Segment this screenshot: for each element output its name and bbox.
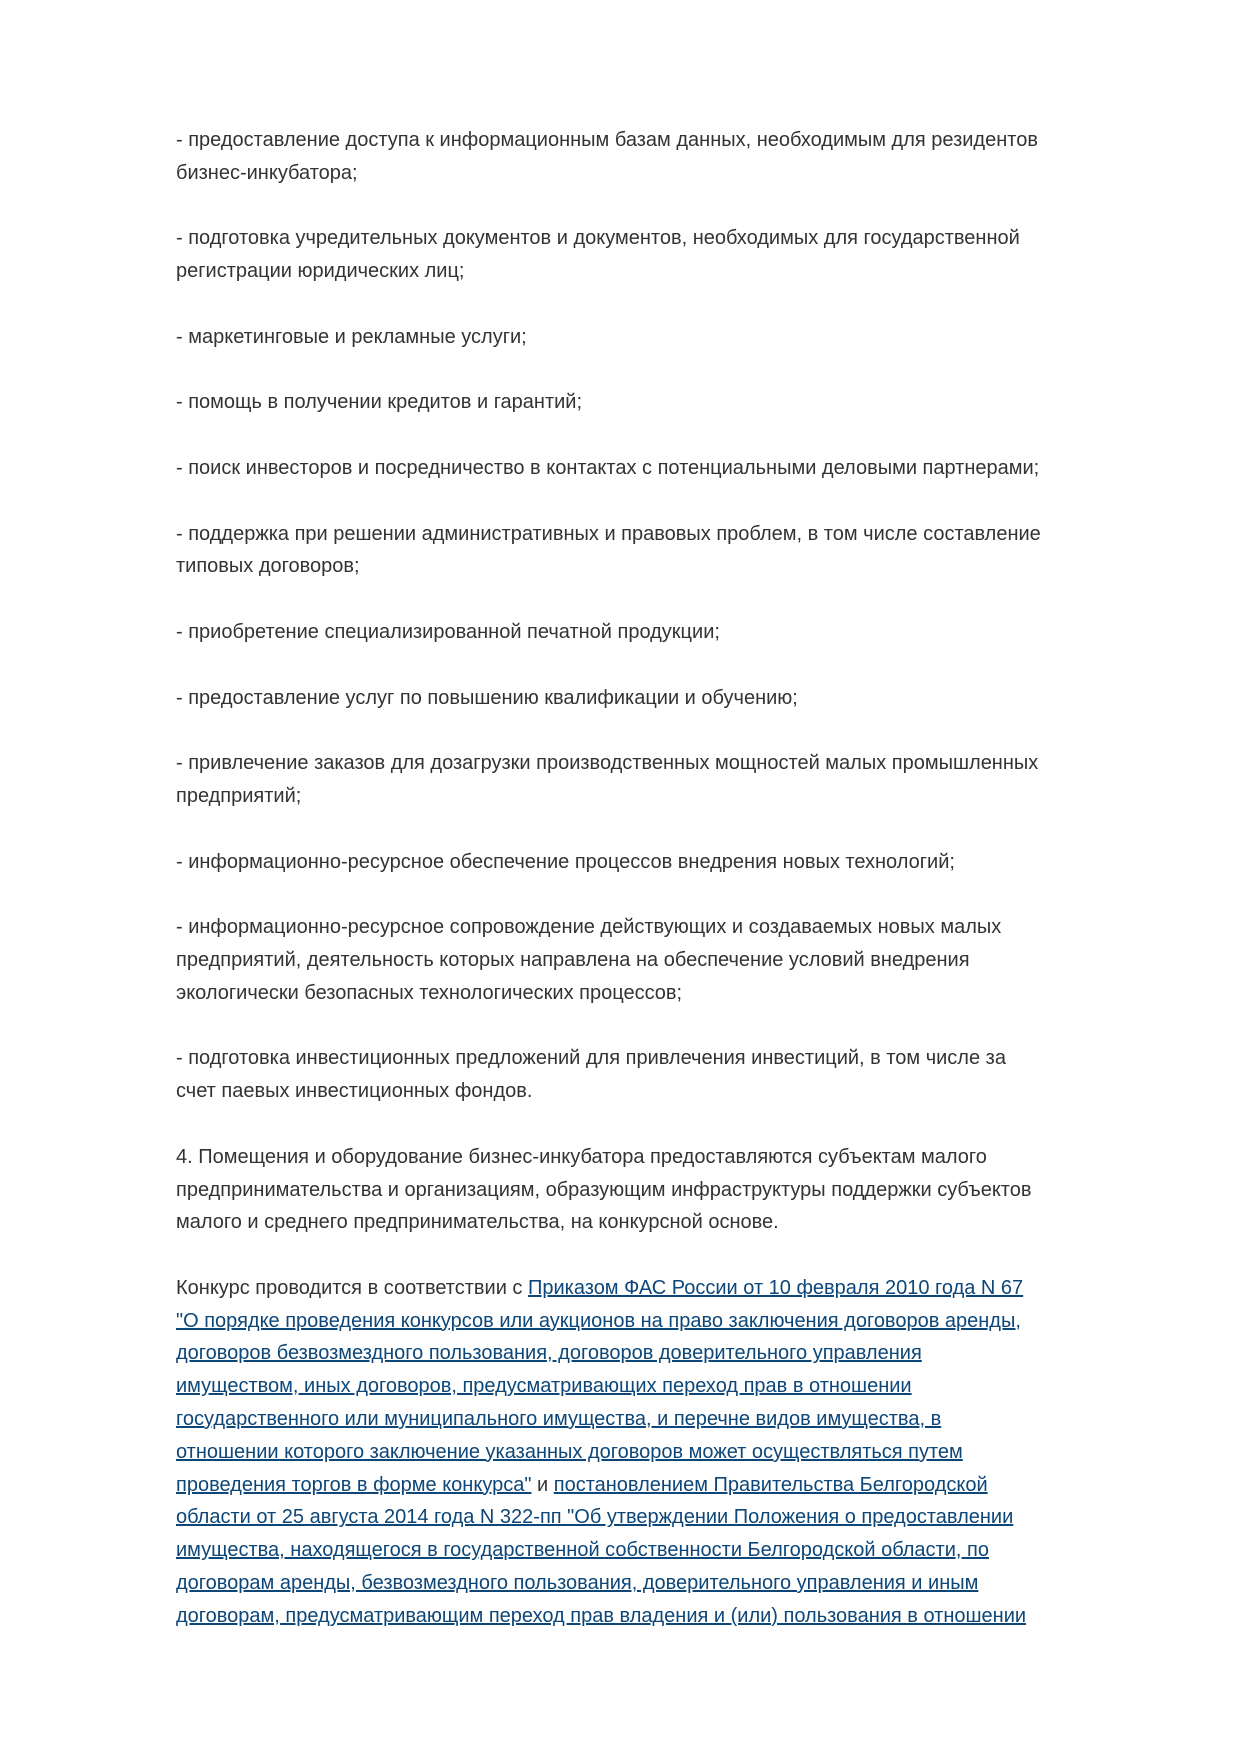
list-item [176,1042,1156,1108]
contest-intro: Конкурс проводится в соответствии с [176,1276,528,1299]
list-item [176,846,1156,879]
text-line: - подготовка инвестиционных предложений для привлечения инвестиций, в том числе за [176,1047,1006,1070]
text-line: - поиск инвесторов и посредничество в контактах с потенциальными деловыми партнерами; [176,456,1040,479]
belgorod-resolution-link[interactable]: договорам аренды, безвозмездного пользования, доверительного управления и иным [176,1572,979,1595]
text-line: предпринимательства и организациям, образующим инфраструктуры поддержки субъектов [176,1178,1032,1201]
text-line: - поддержка при решении административных и правовых проблем, в том числе составление [176,522,1041,545]
text-line: регистрации юридических лиц; [176,260,465,283]
text-line: - информационно-ресурсное сопровождение действующих и создаваемых новых малых [176,916,1002,939]
text-line: 4. Помещения и оборудование бизнес-инкубатора предоставляются субъектам малого [176,1145,987,1168]
list-item [176,452,1156,485]
belgorod-resolution-link[interactable]: постановлением Правительства Белгородской [553,1473,988,1496]
text-line: - информационно-ресурсное обеспечение процессов внедрения новых технологий; [176,850,955,873]
list-item [176,682,1156,715]
fas-order-link[interactable]: "О порядке проведения конкурсов или аукционов на право заключения договоров аренды, [176,1309,1021,1332]
belgorod-resolution-link[interactable]: имущества, находящегося в государственной собственности Белгородской области, по [176,1539,989,1562]
belgorod-resolution-link[interactable]: договорам, предусматривающим переход прав владения и (или) пользования в отношении [176,1604,1027,1627]
contest-paragraph [176,1272,1156,1633]
text-line: счет паевых инвестиционных фондов. [176,1080,533,1103]
list-item [176,321,1156,354]
text-line: типовых договоров; [176,555,360,578]
belgorod-resolution-link[interactable]: области от 25 августа 2014 года N 322-пп "Об утверждении Положения о предоставлении [176,1506,1014,1529]
text-line: бизнес-инкубатора; [176,161,358,184]
list-item [176,616,1156,649]
text-line: предприятий, деятельность которых направлена на обеспечение условий внедрения [176,948,970,971]
text-line: - предоставление услуг по повышению квалификации и обучению; [176,686,798,709]
list-item [176,386,1156,419]
document-body [176,124,1156,1665]
text-line: - приобретение специализированной печатной продукции; [176,620,720,643]
fas-order-link[interactable]: имуществом, иных договоров, предусматривающих переход прав в отношении [176,1375,912,1398]
text-line: экологически безопасных технологических процессов; [176,981,683,1004]
list-item [176,747,1156,813]
fas-order-link[interactable]: Приказом ФАС России от 10 февраля 2010 года N 67 [527,1276,1024,1299]
text-line: - предоставление доступа к информационным базам данных, необходимым для резидентов [176,129,1038,151]
list-item [176,222,1156,288]
fas-order-link[interactable]: отношении которого заключение указанных договоров может осуществляться путем [176,1440,963,1463]
fas-order-link[interactable]: проведения торгов в форме конкурса" [176,1473,532,1496]
text-line: предприятий; [176,784,302,807]
list-item [176,911,1156,1009]
text-line: - маркетинговые и рекламные услуги; [176,325,527,348]
conjunction: и [531,1473,554,1496]
list-item [176,124,1156,190]
list-item [176,518,1156,584]
section-4-paragraph [176,1141,1156,1239]
text-line: малого и среднего предпринимательства, на конкурсной основе. [176,1211,779,1234]
text-line: - помощь в получении кредитов и гарантий; [176,391,583,414]
fas-order-link[interactable]: договоров безвозмездного пользования, договоров доверительного управления [176,1342,922,1365]
text-line: - привлечение заказов для дозагрузки производственных мощностей малых промышленных [176,752,1039,775]
fas-order-link[interactable]: государственного или муниципального имущества, и перечне видов имущества, в [176,1408,942,1431]
text-line: - подготовка учредительных документов и документов, необходимых для государственной [176,227,1020,250]
